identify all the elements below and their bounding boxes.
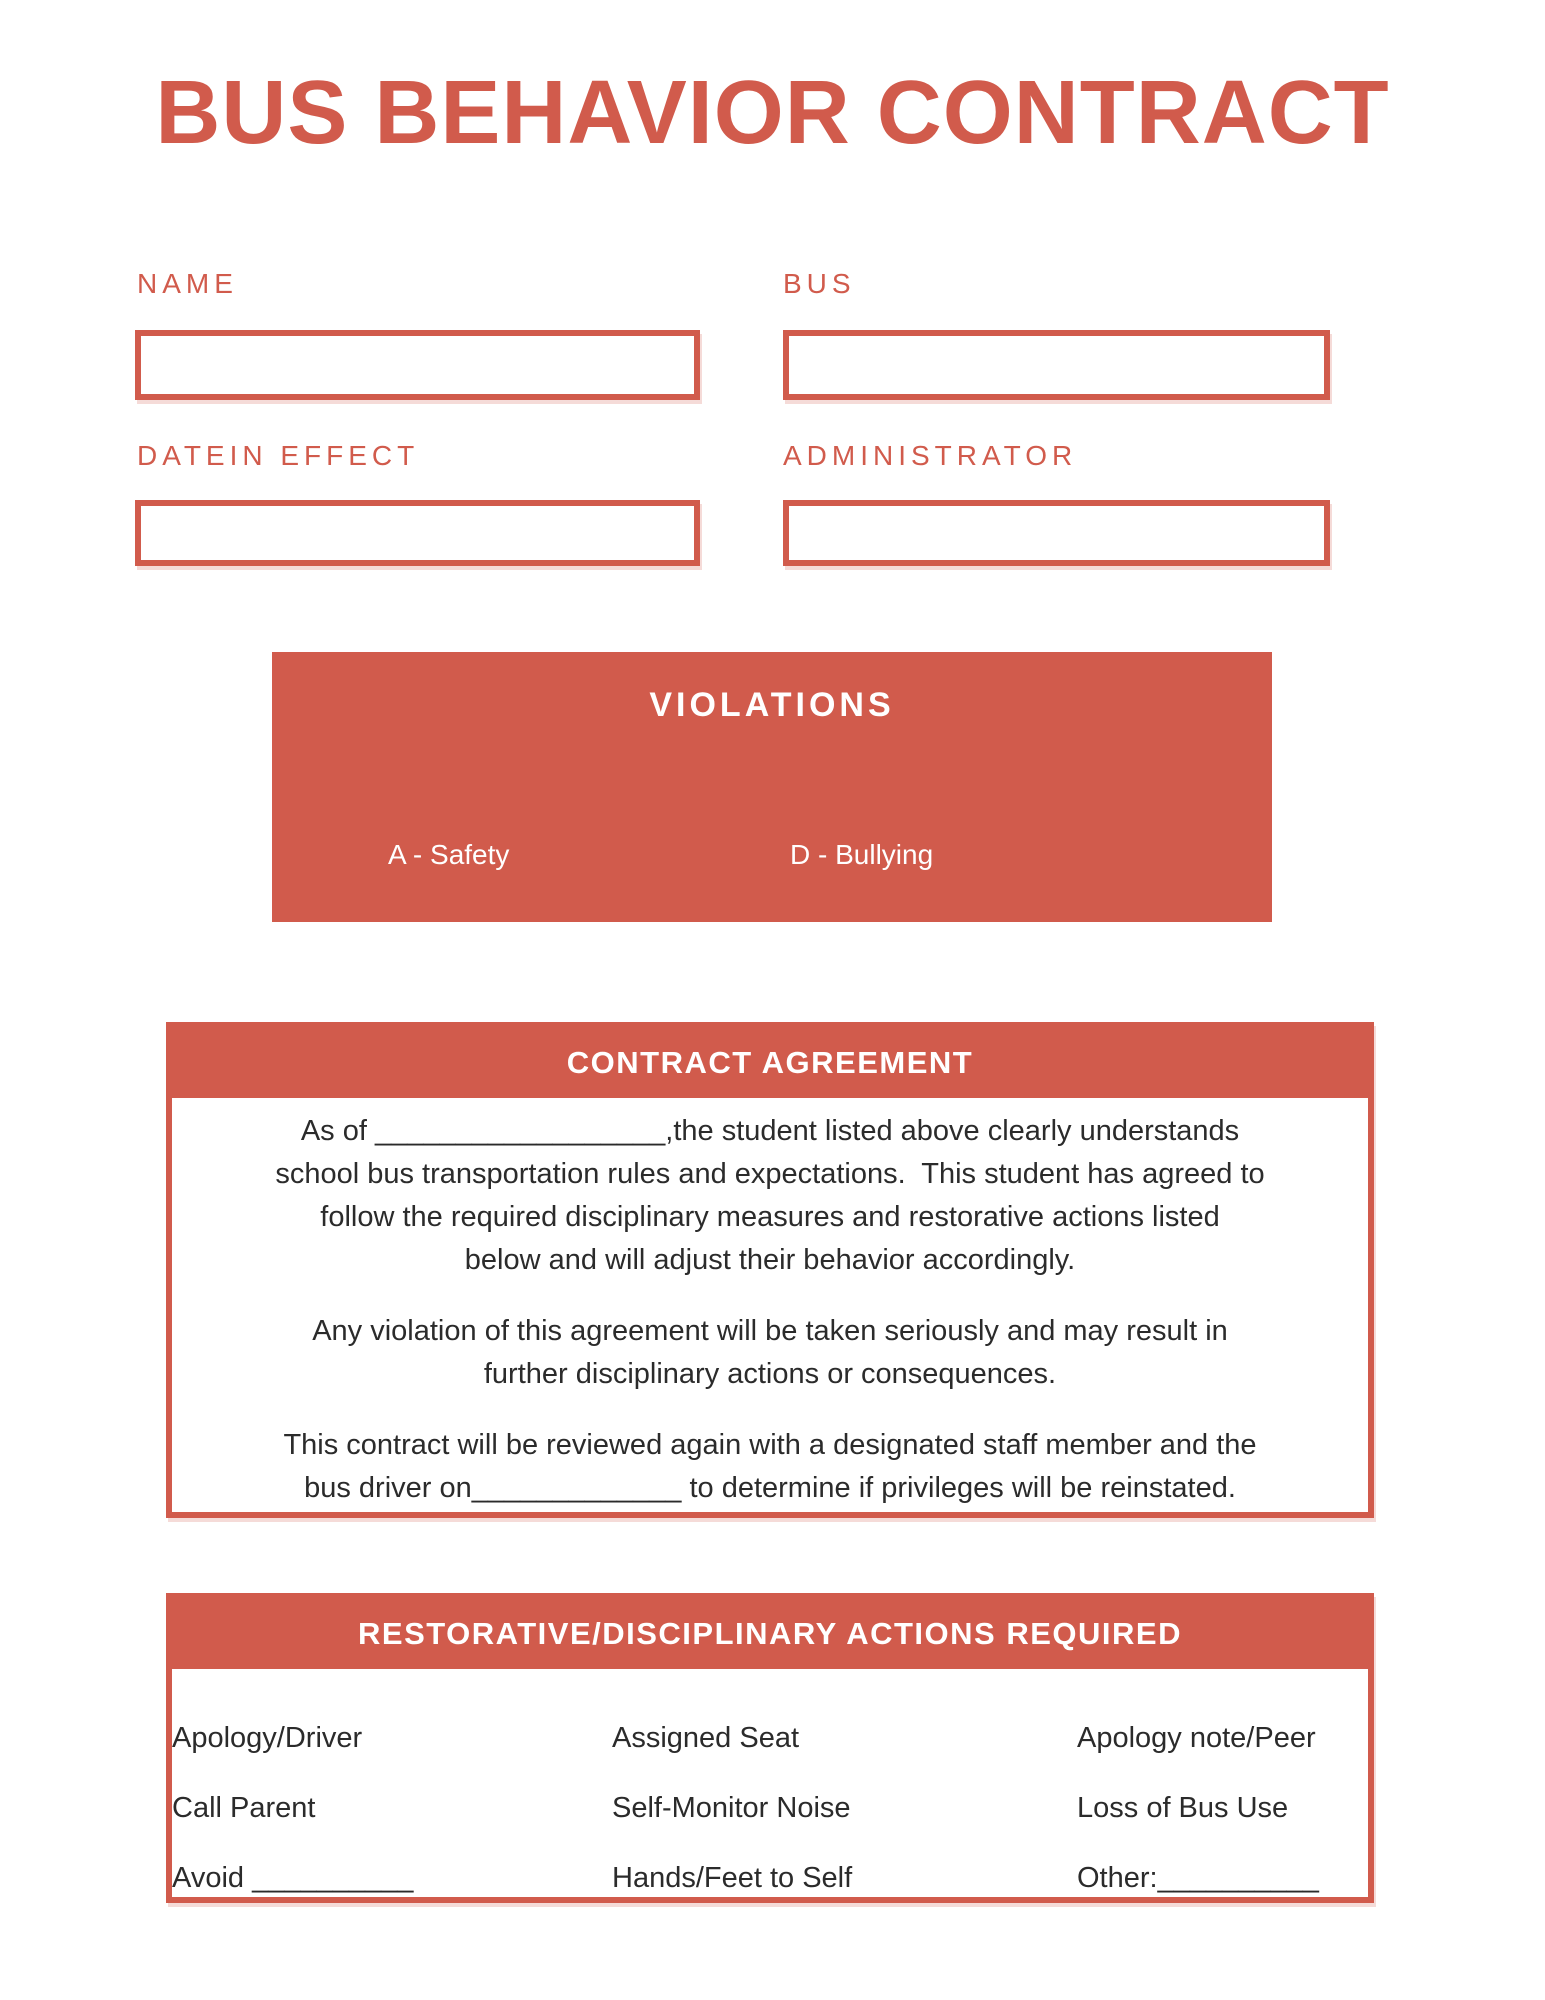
contract-agreement-title: CONTRACT AGREEMENT xyxy=(172,1028,1368,1098)
name-label: NAME xyxy=(137,268,238,299)
contract-line: follow the required disciplinary measures and restorative actions listed xyxy=(320,1201,1220,1233)
violation-item-d: D - Bullying xyxy=(790,839,934,870)
action-item-avoid-blank: Avoid __________ xyxy=(172,1862,414,1894)
date-in-effect-input[interactable] xyxy=(135,500,700,566)
bus-input[interactable] xyxy=(783,330,1330,400)
violation-item-e: E - Excessive Noise xyxy=(790,962,1039,993)
contract-agreement-body xyxy=(172,1098,1368,1510)
action-item-apology-driver: Apology/Driver xyxy=(172,1722,363,1754)
violations-section xyxy=(272,652,1272,993)
action-item-apology-note-peer: Apology note/Peer xyxy=(1077,1722,1316,1754)
action-item-hands-feet-to-self: Hands/Feet to Self xyxy=(612,1862,853,1894)
contract-paragraph xyxy=(172,1110,1368,1282)
violation-item-b: B- Seating xyxy=(388,962,527,993)
contract-agreement-section xyxy=(166,1022,1374,1518)
contract-paragraph xyxy=(172,1310,1368,1396)
action-item-loss-of-bus-use: Loss of Bus Use xyxy=(1077,1792,1289,1824)
administrator-input[interactable] xyxy=(783,500,1330,566)
administrator-label: ADMINISTRATOR xyxy=(783,440,1078,471)
restorative-actions-section xyxy=(166,1593,1374,1903)
action-item-assigned-seat: Assigned Seat xyxy=(612,1722,800,1754)
violation-item-a: A - Safety xyxy=(388,839,510,870)
contract-line: This contract will be reviewed again with a designated staff member and the xyxy=(283,1429,1257,1461)
contract-line: school bus transportation rules and expectations. This student has agreed to xyxy=(275,1158,1265,1190)
name-input[interactable] xyxy=(135,330,700,400)
contract-line: As of __________________,the student listed above clearly understands xyxy=(300,1115,1240,1147)
action-item-self-monitor-noise: Self-Monitor Noise xyxy=(612,1792,851,1824)
page-title: BUS BEHAVIOR CONTRACT xyxy=(155,63,1390,163)
date-in-effect-label: DATEIN EFFECT xyxy=(137,440,420,471)
violations-title: VIOLATIONS xyxy=(649,686,895,724)
bus-label: BUS xyxy=(783,268,856,299)
action-item-other-blank: Other:__________ xyxy=(1077,1862,1319,1894)
contract-line: below and will adjust their behavior accordingly. xyxy=(464,1244,1076,1276)
contract-line: bus driver on_____________ to determine if privileges will be reinstated. xyxy=(304,1472,1236,1504)
restorative-actions-grid xyxy=(172,1669,1368,1893)
contract-line: Any violation of this agreement will be taken seriously and may result in xyxy=(312,1315,1228,1347)
restorative-actions-title: RESTORATIVE/DISCIPLINARY ACTIONS REQUIRED xyxy=(172,1599,1368,1669)
contract-line: further disciplinary actions or consequences. xyxy=(483,1358,1057,1390)
contract-paragraph xyxy=(172,1424,1368,1510)
action-item-call-parent: Call Parent xyxy=(172,1792,316,1824)
